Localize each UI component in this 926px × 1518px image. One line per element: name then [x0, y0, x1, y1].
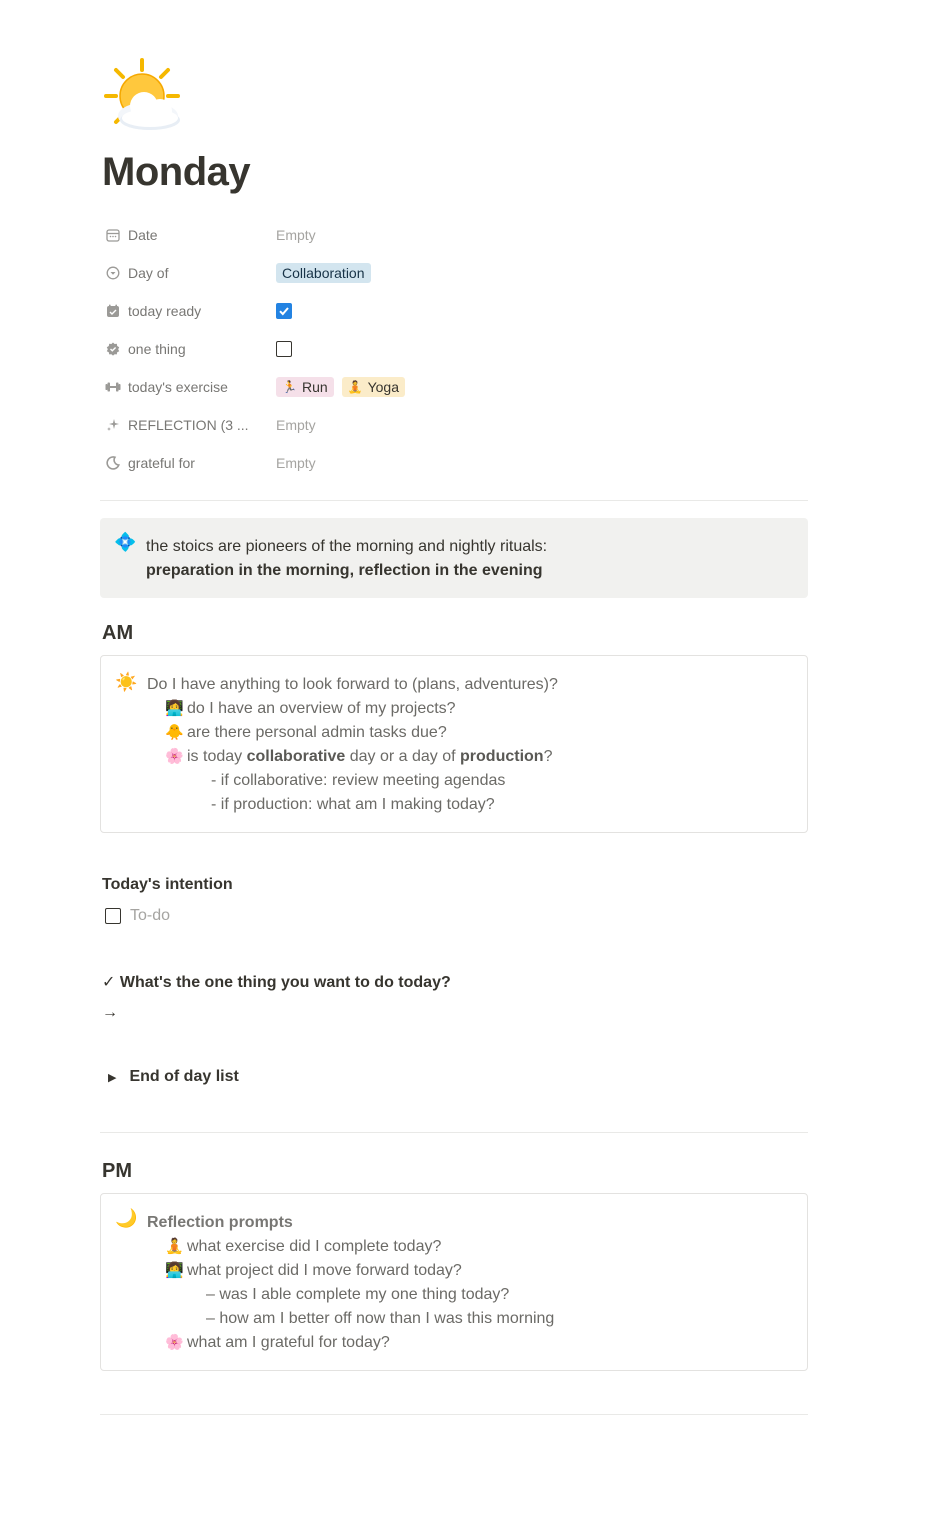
pm-prompt	[165, 1235, 441, 1259]
question-text: ?	[543, 748, 553, 765]
intention-heading[interactable]: Today's intention	[102, 876, 233, 893]
pm-prompt	[165, 1331, 390, 1355]
am-question	[165, 697, 456, 721]
blossom-icon: 🌸	[165, 748, 184, 765]
am-subitem: - if production: what am I making today?	[211, 796, 495, 813]
prompt-text: what am I grateful for today?	[187, 1334, 390, 1351]
am-question	[165, 745, 552, 769]
check-icon	[278, 305, 290, 317]
property-label: today ready	[128, 303, 202, 319]
property-label: today's exercise	[128, 379, 228, 395]
property-value[interactable]: Empty	[276, 227, 316, 243]
am-heading[interactable]: AM	[102, 622, 134, 644]
prompt-text: what project did I move forward today?	[187, 1262, 462, 1279]
property-value[interactable]: Empty	[276, 455, 316, 471]
diamond-icon[interactable]: 💠	[114, 532, 137, 552]
select-icon	[105, 265, 121, 281]
one-thing-heading[interactable]: ✓ What's the one thing you want to do today?	[102, 974, 451, 991]
yoga-icon: 🧘	[165, 1238, 184, 1255]
sun-icon[interactable]: ☀️	[115, 672, 138, 692]
pm-subitem: – how am I better off now than I was this morning	[206, 1310, 555, 1327]
property-date[interactable]	[100, 216, 808, 254]
today-ready-checkbox[interactable]	[276, 303, 292, 319]
dumbbell-icon	[105, 379, 121, 395]
select-tag[interactable]: Collaboration	[276, 263, 371, 283]
question-text: do I have an overview of my projects?	[187, 700, 456, 717]
crescent-moon-icon[interactable]: 🌙	[115, 1208, 138, 1228]
yoga-icon: 🧘	[347, 380, 363, 394]
pm-prompt	[165, 1259, 462, 1283]
question-text: is today	[187, 748, 247, 765]
sparkle-icon	[105, 417, 121, 433]
chick-icon: 🐥	[165, 724, 184, 741]
calendar-check-icon	[105, 303, 121, 319]
stoic-callout[interactable]	[100, 518, 808, 598]
property-todays-exercise[interactable]	[100, 368, 808, 406]
todo-placeholder[interactable]: To-do	[130, 907, 171, 924]
property-today-ready[interactable]	[100, 292, 808, 330]
exercise-tag-run[interactable]	[276, 377, 334, 397]
divider	[100, 1414, 808, 1415]
pm-subitem: – was I able complete my one thing today?	[206, 1286, 510, 1303]
property-label: REFLECTION (3 ...	[128, 417, 249, 433]
question-text: are there personal admin tasks due?	[187, 724, 447, 741]
moon-icon	[105, 455, 121, 471]
tag-label: Yoga	[367, 379, 400, 395]
property-reflection[interactable]	[100, 406, 808, 444]
am-question: Do I have anything to look forward to (plans, adventures)?	[147, 676, 558, 693]
page-title[interactable]: Monday	[102, 150, 251, 194]
bold-text: production	[460, 748, 544, 765]
todo-checkbox[interactable]	[105, 908, 121, 924]
arrow-line[interactable]: →	[102, 1004, 118, 1021]
exercise-tag-yoga[interactable]	[342, 377, 405, 397]
property-one-thing[interactable]	[100, 330, 808, 368]
property-label: Date	[128, 227, 158, 243]
am-callout[interactable]	[100, 655, 808, 833]
property-day-of[interactable]	[100, 254, 808, 292]
pm-title: Reflection prompts	[147, 1214, 293, 1231]
end-of-day-toggle[interactable]	[108, 1068, 239, 1086]
todo-item[interactable]	[105, 907, 170, 925]
bold-text: collaborative	[246, 748, 346, 765]
pm-heading[interactable]: PM	[102, 1160, 132, 1182]
property-value[interactable]: Empty	[276, 417, 316, 433]
toggle-label: End of day list	[129, 1068, 239, 1085]
technologist-icon: 👩‍💻	[165, 1262, 184, 1279]
property-grateful-for[interactable]	[100, 444, 808, 482]
pm-callout[interactable]	[100, 1193, 808, 1371]
property-label: Day of	[128, 265, 169, 281]
one-thing-checkbox[interactable]	[276, 341, 292, 357]
tag-label: Run	[301, 379, 328, 395]
badge-check-icon	[105, 341, 121, 357]
callout-line-2: preparation in the morning, reflection in the evening	[146, 562, 543, 579]
property-label: grateful for	[128, 455, 195, 471]
triangle-right-icon[interactable]: ▶	[108, 1071, 117, 1084]
technologist-icon: 👩‍💻	[165, 700, 184, 717]
property-label: one thing	[128, 341, 186, 357]
calendar-icon	[105, 227, 121, 243]
properties-panel	[100, 216, 808, 482]
callout-line-1: the stoics are pioneers of the morning and nightly rituals:	[146, 538, 548, 555]
am-question	[165, 721, 447, 745]
question-text: day or a day of	[345, 748, 461, 765]
divider	[100, 500, 808, 501]
divider	[100, 1132, 808, 1133]
blossom-icon: 🌸	[165, 1334, 184, 1351]
am-subitem: - if collaborative: review meeting agendas	[211, 772, 506, 789]
runner-icon: 🏃	[282, 380, 297, 394]
sun-behind-cloud-icon[interactable]	[102, 56, 186, 140]
prompt-text: what exercise did I complete today?	[187, 1238, 442, 1255]
